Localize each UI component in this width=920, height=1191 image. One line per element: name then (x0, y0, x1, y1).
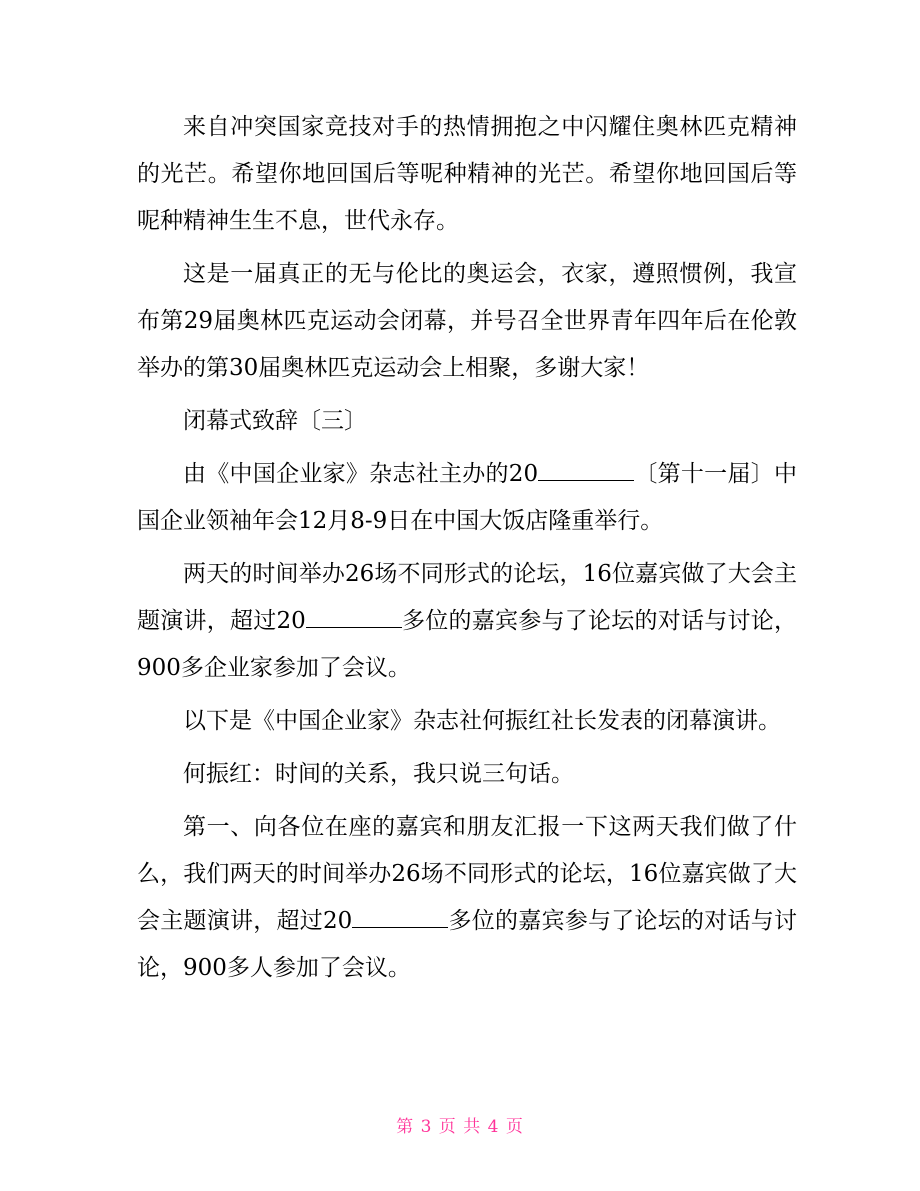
paragraph-4 (137, 451, 797, 545)
paragraph-8 (137, 804, 797, 992)
paragraph-1-text: 来自冲突国家竞技对手的热情拥抱之中闪耀住奥林匹克精神的光芒。希望你地回国后等呢种精神的光芒。希望你地回国后等呢种精神生生不息，世代永存。 (137, 114, 797, 234)
paragraph-1 (137, 104, 797, 245)
paragraph-2 (137, 251, 797, 392)
paragraph-4-text-before: 由《中国企业家》杂志社主办的20 (183, 461, 539, 487)
paragraph-5-text-after: 多位的嘉宾参与了论坛的对话与讨论，900多企业家参加了会议。 (137, 608, 797, 681)
paragraph-6 (137, 698, 797, 745)
paragraph-7 (137, 751, 797, 798)
paragraph-8-text-after: 多位的嘉宾参与了论坛的对话与讨论，900多人参加了会议。 (137, 908, 797, 981)
document-body (137, 104, 797, 998)
fill-in-blank (306, 609, 402, 628)
paragraph-2-text: 这是一届真正的无与伦比的奥运会，衣家，遵照惯例，我宣布第29届奥林匹克运动会闭幕，并号召全世界青年四年后在伦敦举办的第30届奥林匹克运动会上相聚，多谢大家！ (137, 261, 797, 381)
page-number-footer: 第 3 页 共 4 页 (396, 1117, 524, 1137)
paragraph-7-text: 何振红：时间的关系，我只说三句话。 (183, 761, 574, 787)
section-heading (137, 398, 797, 445)
section-heading-text: 闭幕式致辞〔三〕 (183, 408, 367, 434)
paragraph-6-text: 以下是《中国企业家》杂志社何振红社长发表的闭幕演讲。 (183, 708, 781, 734)
paragraph-5 (137, 551, 797, 692)
fill-in-blank (538, 462, 634, 481)
paragraph-5-text-before: 两天的时间举办26场不同形式的论坛，16位嘉宾做了大会主题演讲，超过20 (137, 561, 797, 634)
paragraph-4-text-after: 〔第十一届〕中国企业领袖年会12月8-9日在中国大饭店隆重举行。 (137, 461, 798, 534)
fill-in-blank (352, 909, 448, 928)
paragraph-8-text-before: 第一、向各位在座的嘉宾和朋友汇报一下这两天我们做了什么，我们两天的时间举办26场不同形式的论坛，16位嘉宾做了大会主题演讲，超过20 (137, 814, 797, 934)
